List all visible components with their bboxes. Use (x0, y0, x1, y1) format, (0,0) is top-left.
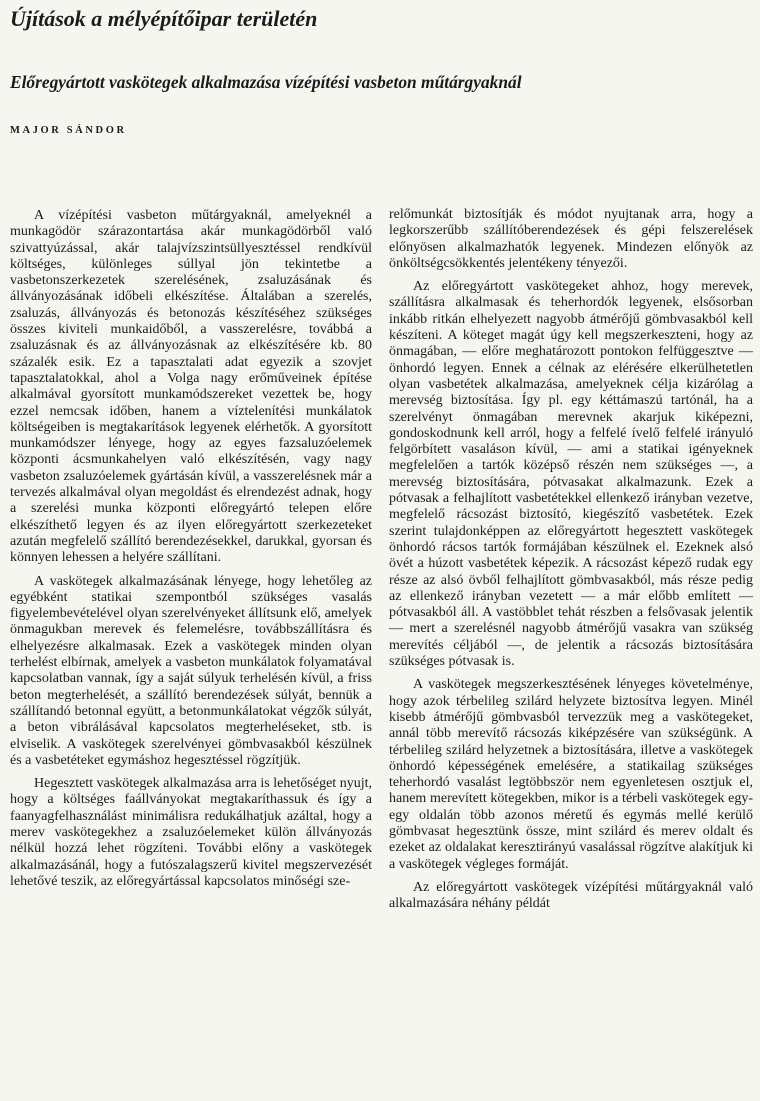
paragraph: Hegesztett vaskötegek alkalmazása arra is lehetőséget nyujt, hogy a költséges faállványokat megtakaríthassuk és így a faanyagfelhasználást minimálisra redukálhatjuk azáltal, hogy a merev vaskötegekhez a zsaluzóelemeket külön állványozás nélkül hozzá lehet rögzíteni. További előny a vaskötegek alkalmazásánál, hogy a futószalagszerű kivitel megszervezését lehetővé teszik, az előregyártással kapcsolatos minőségi sze- (10, 776, 372, 889)
paragraph: relőmunkát biztosítják és módot nyujtanak arra, hogy a legkorszerűbb szállítóberendezések és gépi felszerelések előnyösen alkalmazhatók legyenek. Mindezen előnyök az önköltségcsökkentés jelentékeny tényezői. (389, 207, 753, 271)
paragraph: A vaskötegek alkalmazásának lényege, hogy lehetőleg az egyébként statikai szempontból szükséges vasalás figyelembevételével olyan szerelvényeket állítsunk elő, amelyek önmagukban merevek és felemelésre, továbbszállításra és elhelyezésre alkalmasak. Ezek a vaskötegek minden olyan terhelést elbírnak, amelyek a vasbeton munkálatok folyamatával kapcsolatban vannak, így a saját súlyuk terhelésén kívül, a friss beton megterhelését, a szállító berendezések súlyát, bennük a szállítandó betonnal együtt, a betonmunkálatokat végzők súlyát, a beton vibrálásával kapcsolatos megterheléseket, stb. is elviselik. A vaskötegek szerelvényei gömbvasakból készülnek és a vasbetéteket egymáshoz hegesztéssel rögzítjük. (10, 573, 372, 768)
right-column (389, 207, 753, 912)
paragraph: A vaskötegek megszerkesztésének lényeges követelménye, hogy azok térbelileg szilárd helyzete biztosítva legyen. Minél kisebb átmérőjű gömbvasból tervezzük meg a vaskötegeket, annál több merevítő rácsozás kiképzésére van szükségünk. A térbelileg szilárd helyzetnek a biztosítására, illetve a vaskötegek önhordó képességének emelésére, a statikailag szükséges teherhordó vasalást legtöbbször nem egyenletesen osztjuk el, hanem merevített kötegekben, mikor is a térbeli vaskötegek egy-egy oldalán több azonos méretű és egymás mellé kerülő gömbvasat hegesztünk össze, mint szilárd és merev oldalt és ezeket az oldalakat keresztirányú vasalással rögzítve alakítjuk ki a vaskötegek végleges formáját. (389, 677, 753, 872)
article-title: Előregyártott vaskötegek alkalmazása vízépítési vasbeton műtárgyaknál (10, 72, 522, 92)
section-title: Újítások a mélyépítőipar területén (10, 6, 318, 31)
left-column (10, 208, 372, 890)
author-name: MAJOR SÁNDOR (10, 125, 127, 136)
paragraph: Az előregyártott vaskötegek vízépítési műtárgyaknál való alkalmazására néhány példát (389, 879, 753, 912)
paragraph: A vízépítési vasbeton műtárgyaknál, amelyeknél a munkagödör szárazontartása akár munkagödörből való szivattyúzással, akár talajvízszintsüllyesztéssel rendkívül költséges, különleges súllyal jön tekintetbe a vasbetonszerkezetek szerelésének, zsaluzásának és állványozásának időbeli elkészítése. Általában a szerelés, zsaluzás, állványozás és betonozás készítéséhez szükséges összes kiviteli munkaidőből, a vasszerelésre, továbbá a zsaluzásnak és az állványozásnak az elkészítésére kb. 80 százalék esik. Ez a tapasztalati adat egyezik a szovjet tapasztalatokkal, ahol a Volga nagy erőműveinek építése alkalmával gyorsított munkamódszereket vezettek be, hogy ezzel nemcsak időben, hanem a víztelenítési munkálatok költségeiben is megtakarítások legyenek elérhetők. A gyorsított munkamódszer lényege, hogy az egyes fazsaluzóelemek központi ácsmunkahelyen való elkészítésén, vagy nagy vasbeton zsaluzóelemek gyártásán kívül, a vasszerelésnek már a tervezés alkalmával olyan megoldást és elrendezést adnak, hogy a szerelési munka központi előregyártó telepen előre elkészíthető legyen és az ilyen előregyártott szerkezeteket azután megfelelő szállító berendezésekkel, darukkal, gyorsan és könnyen lehessen a helyére szállítani. (10, 208, 372, 566)
paragraph: Az előregyártott vaskötegeket ahhoz, hogy merevek, szállításra alkalmasak és teherhordók legyenek, elsősorban inkább ritkán elhelyezett nagyobb átmérőjű gömbvasakból kell készíteni. A köteget magát úgy kell megszerkeszteni, hogy az önmagában, — előre meghatározott pontokon felfüggesztve — önhordó legyen. Ennek a célnak az elérésére elkerülhetetlen olyan vasbetétek alkalmazása, amelyeknek célja kizárólag a merevség biztosítása. Így pl. egy kéttámaszú tartónál, ha a szerelvényt önmagában merevnek akarjuk kiképezni, gondoskodnunk kell arról, hogy a felfelé ívelő felfelé irányuló felgörbített vasaláson kívül, — ami a statikai igényeknek megfelelően a tartók középső részén nem szükséges —, a merevség biztosítására, pótvasakat alkalmazunk. Ezek a pótvasak a felhajlított vasbetétekkel ellenkező irányban vezetve, megfelelő rácsozást biztosító, kiegészítő vasbetétek. Ezek szerint tulajdonképpen az előregyártott hegesztett vaskötegek önhordó rácsos tartók formájában készülnek el. Ezeknek alsó övét a húzott vasbetétek képezik. A rácsozást képező rudak egy része az alsó övből felhajlított gömbvasakból, más része pedig az ellenkező irányban vezetett — a már előbb említett — pótvasakból áll. A vastöbblet tehát részben a felsővasak jelentik — mert a szerelésnél nagyobb átmérőjű vasakra van szükség merevítés céljából —, de jelentik a rácsozás biztosítására szükséges pótvasak is. (389, 279, 753, 670)
